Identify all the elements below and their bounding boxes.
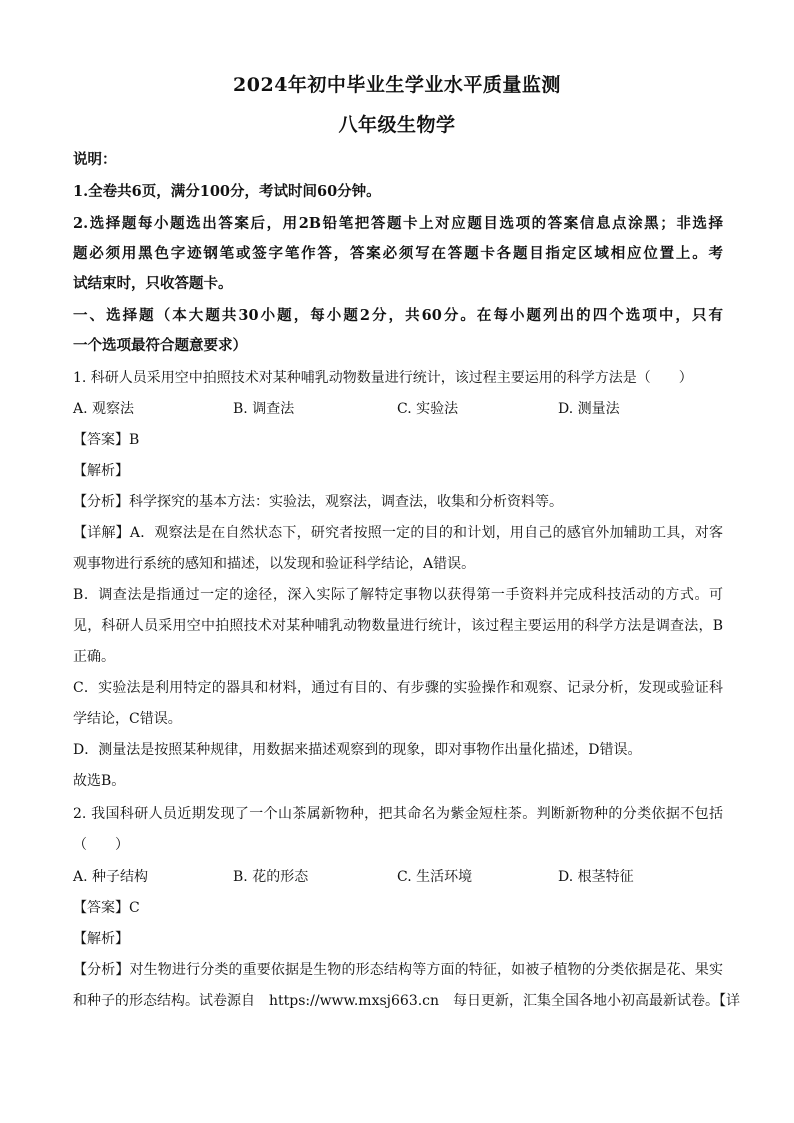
question-1-option-c: C. 实验法 — [397, 401, 459, 417]
question-1-conclusion: 故选B。 — [73, 773, 126, 789]
question-1-detail-line-8: D．测量法是按照某种规律，用数据来描述观察到的现象，即对事物作出量化描述，D错误。 — [73, 742, 642, 758]
question-1-detail-line-3: B．调查法是指通过一定的途径，深入实际了解特定事物以获得第一手资料并完成科技活动的方式。可 — [73, 587, 723, 603]
question-1-detail-line-4: 见，科研人员采用空中拍照技术对某种哺乳动物数量进行统计，该过程主要运用的科学方法是调查法，B — [73, 618, 723, 634]
section-heading-line-2: 一个选项最符合题意要求） — [73, 337, 247, 354]
question-1-answer: 【答案】B — [73, 432, 140, 448]
question-1-detail-line-2: 观事物进行系统的感知和描述，以发现和验证科学结论，A错误。 — [73, 556, 476, 572]
instructions-heading: 说明： — [73, 151, 117, 168]
question-2-option-d: D. 根茎特征 — [558, 869, 634, 885]
instruction-item-2-line-1: 2.选择题每小题选出答案后，用2B铅笔把答题卡上对应题目选项的答案信息点涂黑；非选择 — [73, 215, 723, 232]
instruction-item-2-line-3: 试结束时，只收答题卡。 — [73, 275, 233, 292]
question-1-detail-line-7: 学结论，C错误。 — [73, 711, 182, 727]
question-1-option-a: A. 观察法 — [73, 401, 135, 417]
question-1-option-d: D. 测量法 — [558, 401, 620, 417]
instruction-item-1: 1.全卷共6页，满分100分，考试时间60分钟。 — [73, 183, 381, 200]
question-1-detail-line-6: C．实验法是利用特定的器具和材料，通过有目的、有步骤的实验操作和观察、记录分析，发现或验证科 — [73, 680, 723, 696]
question-1-analysis-label: 【解析】 — [73, 463, 129, 479]
section-heading-line-1: 一、选择题（本大题共30小题，每小题2分，共60分。在每小题列出的四个选项中，只有 — [73, 307, 723, 324]
question-1-detail-line-1: 【详解】A．观察法是在自然状态下，研究者按照一定的目的和计划，用自己的感官外加辅助工具，对客 — [73, 525, 723, 541]
question-2-analysis-line-1: 【分析】对生物进行分类的重要依据是生物的形态结构等方面的特征，如被子植物的分类依据是花、果实 — [73, 962, 723, 978]
question-2-stem-line-2: （ ） — [73, 837, 129, 853]
question-2-option-b: B. 花的形态 — [233, 869, 309, 885]
question-1-option-b: B. 调查法 — [233, 401, 295, 417]
exam-subject: 八年级生物学 — [338, 114, 456, 136]
question-2-option-a: A. 种子结构 — [73, 869, 149, 885]
exam-title: 2024年初中毕业生学业水平质量监测 — [233, 74, 561, 96]
question-2-analysis-label: 【解析】 — [73, 931, 129, 947]
question-1-stem: 1. 科研人员采用空中拍照技术对某种哺乳动物数量进行统计，该过程主要运用的科学方法是（ ） — [73, 370, 693, 386]
question-2-answer: 【答案】C — [73, 900, 140, 916]
instruction-item-2-line-2: 题必须用黑色字迹钢笔或签字笔作答，答案必须写在答题卡各题目指定区域相应位置上。考 — [73, 245, 723, 262]
question-2-stem-line-1: 2. 我国科研人员近期发现了一个山茶属新物种，把其命名为紫金短柱茶。判断新物种的分类依据不包括 — [73, 806, 723, 822]
question-2-analysis-line-2: 和种子的形态结构。试卷源自 https://www.mxsj663.cn 每日更新，汇集全国各地小初高最新试卷。【详 — [73, 993, 741, 1009]
question-1-analysis-summary: 【分析】科学探究的基本方法：实验法，观察法，调查法，收集和分析资料等。 — [73, 494, 563, 510]
question-1-detail-line-5: 正确。 — [73, 649, 115, 665]
question-2-option-c: C. 生活环境 — [397, 869, 473, 885]
